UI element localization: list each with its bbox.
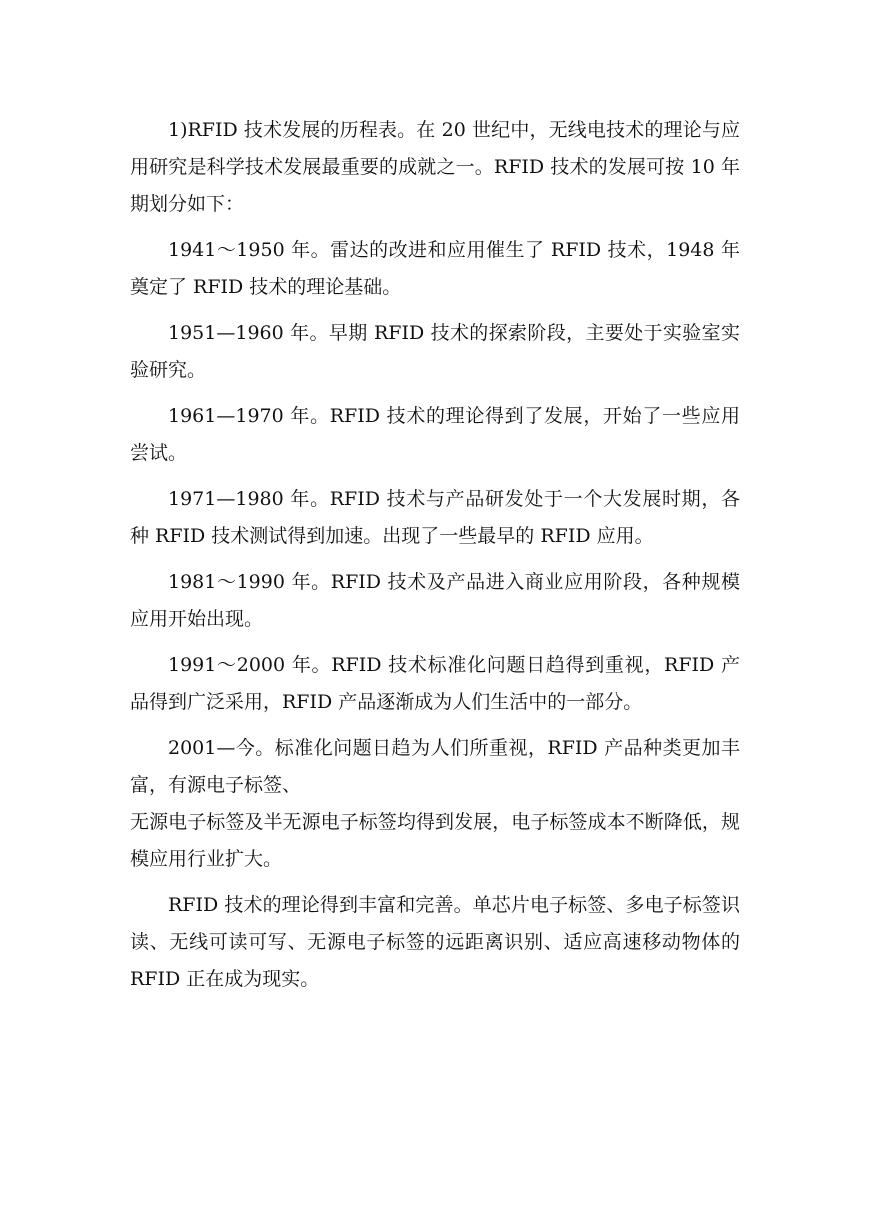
paragraph-theory: RFID 技术的理论得到丰富和完善。单芯片电子标签、多电子标签识读、无线可读可写、无源电子标签的远距离识别、适应高速移动物体的 RFID 正在成为现实。 [130,894,740,990]
document-page [130,112,740,998]
paragraph-1951-1960: 1951—1960 年。早期 RFID 技术的探索阶段，主要处于实验室实验研究。 [130,322,740,381]
paragraph-2001-now: 2001—今。标准化问题日趋为人们所重视，RFID 产品种类更加丰富，有源电子标签、 [130,737,740,796]
paragraph-1981-1990: 1981～1990 年。RFID 技术及产品进入商业应用阶段，各种规模应用开始出现。 [130,571,740,630]
paragraph-intro: 1)RFID 技术发展的历程表。在 20 世纪中，无线电技术的理论与应用研究是科学技术发展最重要的成就之一。RFID 技术的发展可按 10 年期划分如下： [130,119,740,215]
paragraph-1971-1980: 1971—1980 年。RFID 技术与产品研发处于一个大发展时期，各种 RFID 技术测试得到加速。出现了一些最早的 RFID 应用。 [130,488,740,547]
paragraph-1941-1950: 1941～1950 年。雷达的改进和应用催生了 RFID 技术，1948 年奠定了 RFID 技术的理论基础。 [130,239,740,298]
paragraph-2001-continued: 无源电子标签及半无源电子标签均得到发展，电子标签成本不断降低，规模应用行业扩大。 [130,811,740,870]
paragraph-1961-1970: 1961—1970 年。RFID 技术的理论得到了发展，开始了一些应用尝试。 [130,405,740,464]
paragraph-1991-2000: 1991～2000 年。RFID 技术标准化问题日趋得到重视，RFID 产品得到广泛采用，RFID 产品逐渐成为人们生活中的一部分。 [130,654,740,713]
